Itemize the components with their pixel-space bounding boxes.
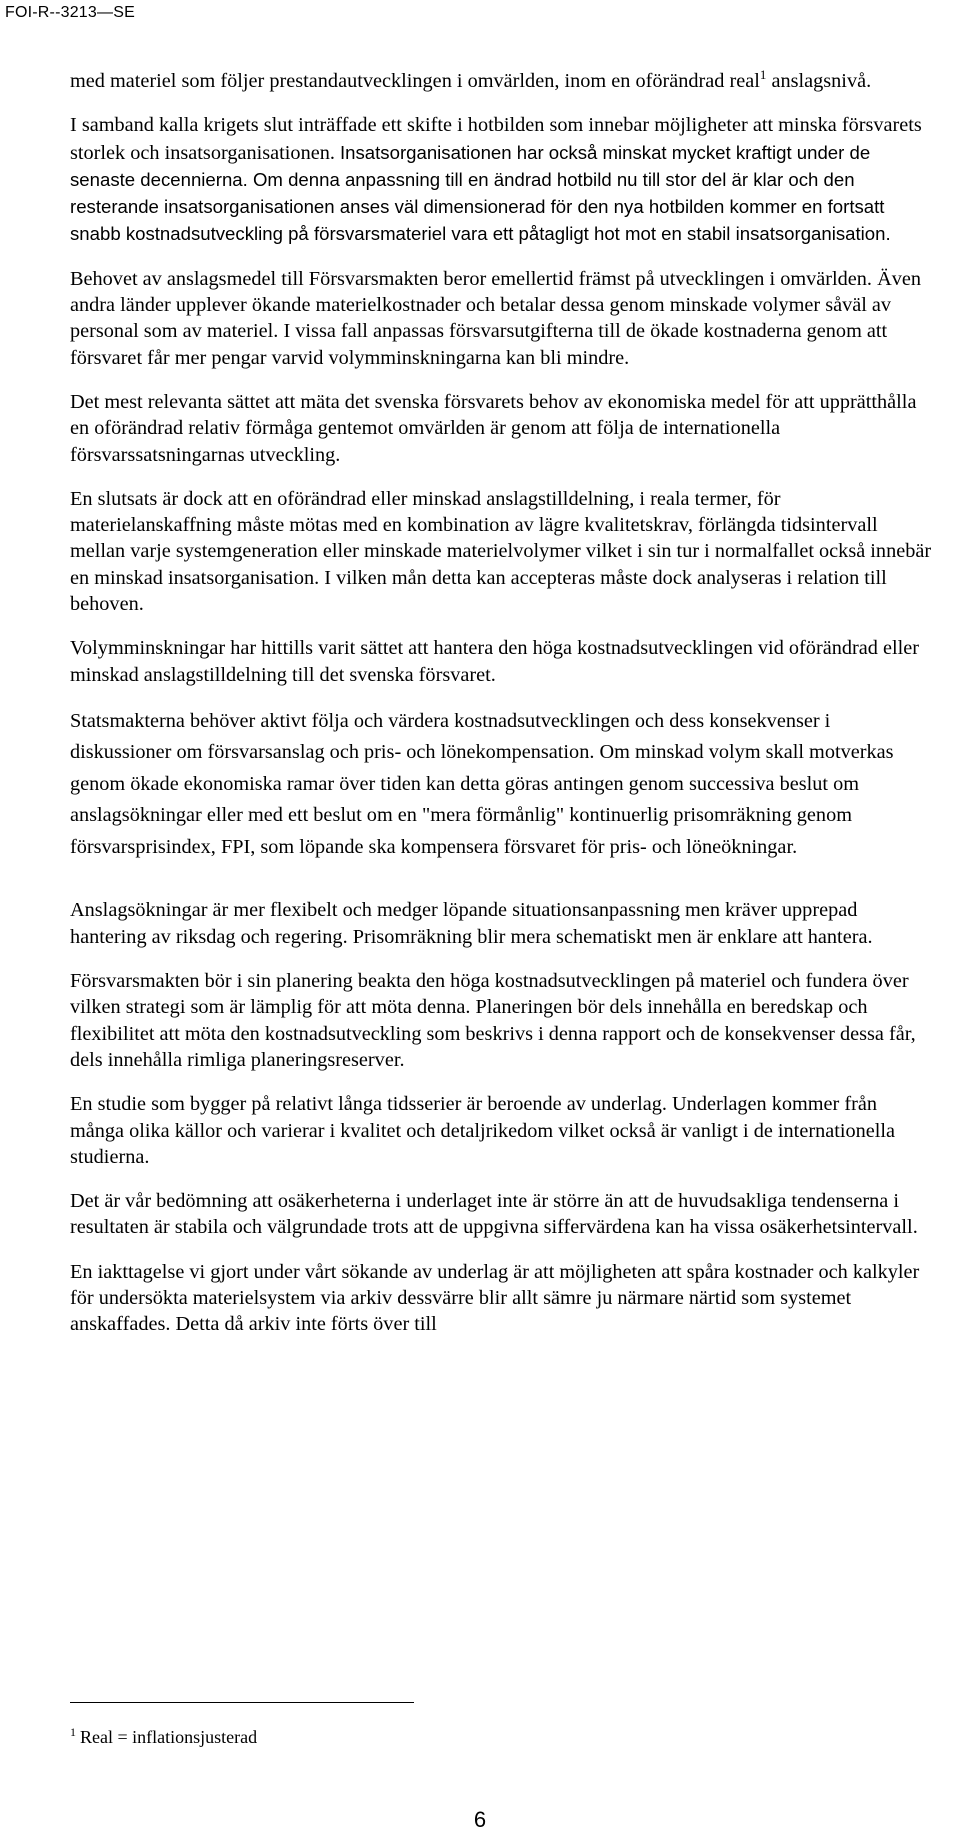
- paragraph-3: Behovet av anslagsmedel till Försvarsmakten beror emellertid främst på utvecklingen i omvärlden. Även andra länder upplever ökande materielkostnader och betalar dessa genom minskade volymer såväl av personal som av materiel. I vissa fall anpassas försvarsutgifterna till de ökade kostnaderna genom att försvaret får mer pengar varvid volymminskningarna kan bli mindre.: [70, 267, 922, 369]
- paragraph-4: Det mest relevanta sättet att mäta det svenska försvarets behov av ekonomiska medel för att upprätthålla en oförändrad relativ förmåga gentemot omvärlden är genom att följa de internationella försvarssatsningarnas utveckling.: [70, 390, 917, 466]
- paragraph-9: Försvarsmakten bör i sin planering beakta den höga kostnadsutvecklingen på materiel och fundera över vilken strategi som är lämplig för att möta denna. Planeringen bör dels innehålla en beredskap och flexibilitet att möta den kostnadsutveckling som beskrivs i denna rapport och de konsekvenser dessa får, dels innehålla rimliga planeringsreserver.: [70, 970, 916, 1071]
- paragraph-1-text-end: anslagsnivå.: [766, 70, 872, 92]
- paragraph-1: [70, 68, 932, 94]
- paragraph-2-sans-text: Insatsorganisationen har också minskat mycket kraftigt under de senaste decennierna. Om denna anpassning till en ändrad hotbild nu till stor del är klar och den resterande insatsorganisationen anses väl dimensionerad för den nya hotbilden kommer en fortsatt snabb kostnadsutveckling på försvarsmateriel vara ett påtagligt hot mot en stabil insatsorganisation.: [70, 141, 891, 245]
- paragraph-12: En iakttagelse vi gjort under vårt sökande av underlag är att möjligheten att spåra kostnader och kalkyler för undersökta materielsystem via arkiv dessvärre blir allt sämre ju närmare närtid som systemet anskaffades. Detta då arkiv inte förts över till: [70, 1260, 920, 1336]
- page-body: [70, 68, 932, 1356]
- paragraph-2: [70, 112, 932, 247]
- footnote-mark: 1: [70, 1725, 76, 1739]
- paragraph-2-serif-text: I samband kalla krigets slut inträffade ett skifte i hotbilden som innebar möjligheter att minska försvarets storlek och insatsorganisationen.: [70, 114, 922, 164]
- paragraph-11: Det är vår bedömning att osäkerheterna i underlaget inte är större än att de huvudsakliga tendenserna i resultaten är stabila och välgrundade trots att de uppgivna siffervärdena kan ha vissa osäkerhetsintervall.: [70, 1190, 918, 1239]
- paragraph-5: En slutsats är dock att en oförändrad eller minskad anslagstilldelning, i reala termer, för materielanskaffning måste mötas med en kombination av lägre kvalitetskrav, förlängda tidsintervall mellan varje systemgeneration eller minskade materielvolymer vilket i sin tur i normalfallet också innebär en minskad insatsorganisation. I vilken mån detta kan accepteras måste dock analyseras i relation till behoven.: [70, 487, 932, 616]
- page-number: 6: [473, 1807, 487, 1832]
- paragraph-7: Statsmakterna behöver aktivt följa och värdera kostnadsutvecklingen och dess konsekvenser i diskussioner om försvarsanslag och pris- och lönekompensation. Om minskad volym skall motverkas genom ökade ekonomiska ramar över tiden kan detta göras antingen genom successiva beslut om anslagsökningar eller med ett beslut om en "mera förmånlig" kontinuerlig prisomräkning genom försvarsprisindex, FPI, som löpande ska kompensera försvaret för pris- och löneökningar.: [70, 709, 894, 858]
- paragraph-6: Volymminskningar har hittills varit sättet att hantera den höga kostnadsutvecklingen vid oförändrad eller minskad anslagstilldelning till det svenska försvaret.: [70, 637, 919, 686]
- paragraph-10: En studie som bygger på relativt långa tidsserier är beroende av underlag. Underlagen kommer från många olika källor och varierar i kvalitet och detaljrikedom vilket också är vanligt i de internationella studierna.: [70, 1093, 896, 1168]
- footnote: [70, 1726, 257, 1748]
- footnote-text: Real = inflationsjusterad: [80, 1727, 258, 1747]
- report-id-header: FOI-R--3213—SE: [5, 4, 135, 21]
- paragraph-1-text: med materiel som följer prestandautvecklingen i omvärlden, inom en oförändrad real: [70, 70, 760, 92]
- footnote-reference[interactable]: 1: [759, 67, 767, 82]
- paragraph-8: Anslagsökningar är mer flexibelt och medger löpande situationsanpassning men kräver upprepad hantering av riksdag och regering. Prisomräkning blir mera schematiskt men är enklare att hantera.: [70, 899, 873, 948]
- footnote-divider: [70, 1702, 414, 1703]
